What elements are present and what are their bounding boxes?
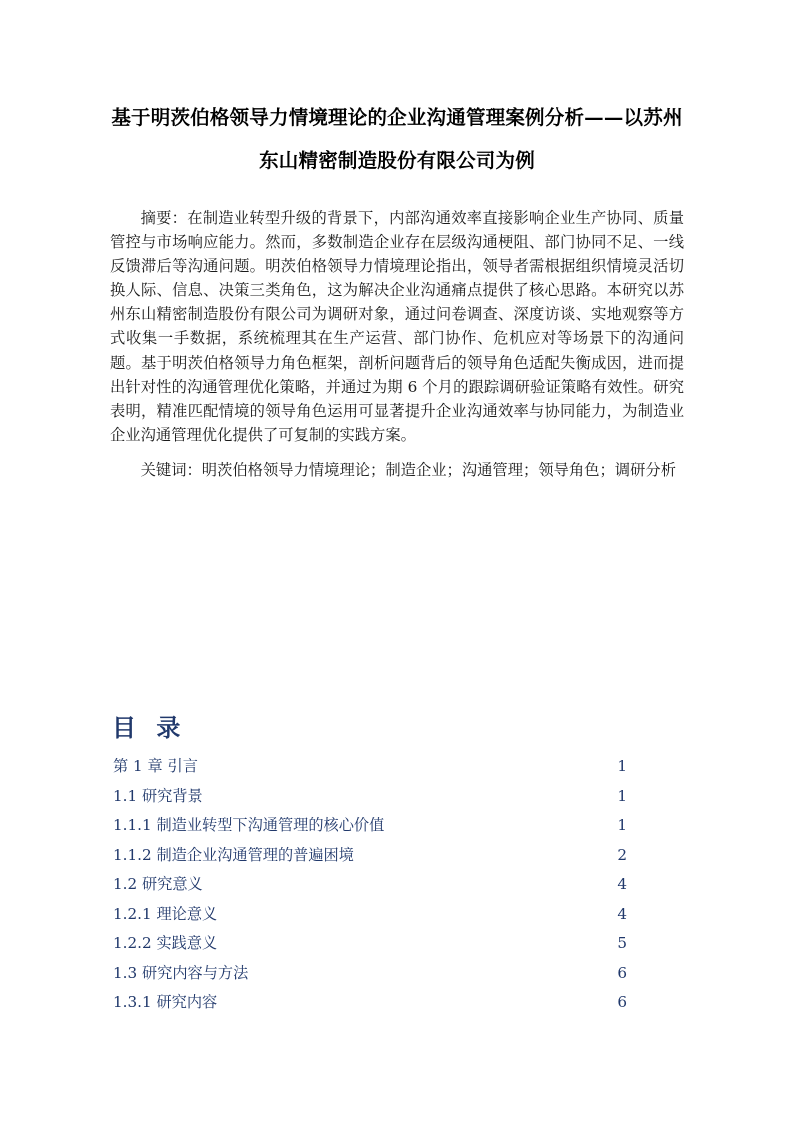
- toc-entry[interactable]: [113, 988, 627, 1018]
- toc-dot-leader: [218, 903, 617, 918]
- toc-entry[interactable]: [113, 811, 627, 841]
- page-title: [108, 96, 686, 182]
- toc-entry-page: 1: [617, 786, 627, 805]
- toc-dot-leader: [199, 756, 617, 771]
- toc-entry[interactable]: [113, 959, 627, 989]
- toc-entry-page: 5: [617, 934, 627, 952]
- toc-entry-page: 6: [617, 993, 627, 1011]
- toc-entry-label: 1.2.2 实践意义: [113, 934, 218, 952]
- keywords-text: 关键词：明茨伯格领导力情境理论；制造企业；沟通管理；领导角色；调研分析: [140, 461, 676, 479]
- toc-dot-leader: [204, 874, 618, 889]
- toc-entry[interactable]: [113, 929, 627, 959]
- toc-dot-leader: [204, 785, 618, 800]
- toc-entry-label: 1.1.1 制造业转型下沟通管理的核心价值: [113, 816, 385, 834]
- toc-entry[interactable]: [113, 752, 627, 782]
- title-line-1: 基于明茨伯格领导力情境理论的企业沟通管理案例分析——以苏州: [111, 106, 683, 129]
- table-of-contents: [113, 752, 627, 1018]
- toc-entry-label: 1.2 研究意义: [113, 875, 203, 893]
- toc-entry-label: 1.3 研究内容与方法: [113, 963, 249, 982]
- toc-entry-page: 6: [617, 963, 627, 982]
- toc-entry-page: 4: [617, 904, 627, 923]
- toc-dot-leader: [249, 962, 617, 977]
- toc-dot-leader: [385, 815, 617, 830]
- toc-entry-label: 1.3.1 研究内容: [113, 993, 218, 1011]
- toc-entry-page: 4: [617, 875, 627, 893]
- title-line-2: 东山精密制造股份有限公司为例: [259, 149, 535, 172]
- toc-dot-leader: [355, 844, 617, 859]
- abstract-section: [110, 206, 684, 447]
- toc-entry[interactable]: [113, 841, 627, 871]
- toc-entry-page: 1: [617, 816, 627, 834]
- toc-entry-label: 第 1 章 引言: [113, 757, 198, 775]
- toc-dot-leader: [218, 992, 617, 1007]
- abstract-text: 摘要：在制造业转型升级的背景下，内部沟通效率直接影响企业生产协同、质量管控与市场响应能力。然而，多数制造企业存在层级沟通梗阻、部门协同不足、一线反馈滞后等沟通问题。明茨伯格领导力情境理论指出，领导者需根据组织情境灵活切换人际、信息、决策三类角色，这为解决企业沟通痛点提供了核心思路。本研究以苏州东山精密制造股份有限公司为调研对象，通过问卷调查、深度访谈、实地观察等方式收集一手数据，系统梳理其在生产运营、部门协作、危机应对等场景下的沟通问题。基于明茨伯格领导力角色框架，剖析问题背后的领导角色适配失衡成因，进而提出针对性的沟通管理优化策略，并通过为期 6 个月的跟踪调研验证策略有效性。研究表明，精准匹配情境的领导角色运用可显著提升企业沟通效率与协同能力，为制造业企业沟通管理优化提供了可复制的实践方案。: [110, 209, 684, 444]
- toc-entry[interactable]: [113, 900, 627, 930]
- toc-entry-label: 1.2.1 理论意义: [113, 904, 218, 923]
- toc-heading: 目 录: [112, 713, 187, 742]
- toc-dot-leader: [218, 933, 617, 948]
- toc-entry-page: 2: [617, 845, 627, 864]
- toc-entry-page: 1: [617, 757, 627, 775]
- toc-entry-label: 1.1 研究背景: [113, 786, 203, 805]
- keywords-section: [110, 458, 684, 482]
- toc-entry[interactable]: [113, 870, 627, 900]
- toc-entry-label: 1.1.2 制造企业沟通管理的普遍困境: [113, 845, 354, 864]
- toc-entry[interactable]: [113, 782, 627, 812]
